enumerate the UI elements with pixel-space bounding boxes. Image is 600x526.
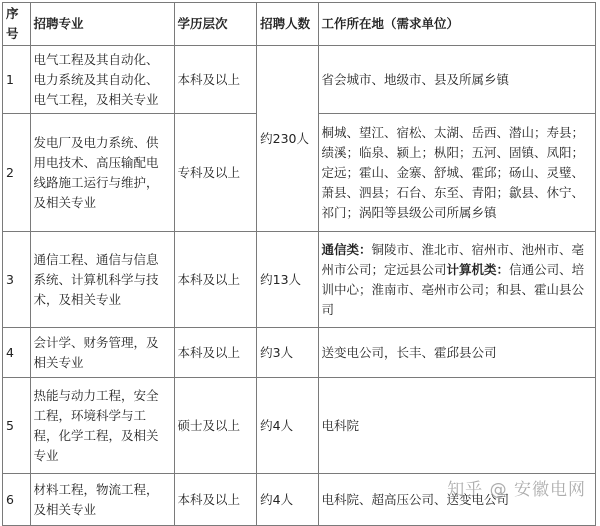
row-location: 省会城市、地级市、县及所属乡镇 — [318, 46, 595, 114]
row-index: 5 — [3, 378, 31, 474]
row-education: 本科及以上 — [174, 328, 257, 378]
header-count: 招聘人数 — [257, 3, 318, 46]
header-education: 学历层次 — [174, 3, 257, 46]
watermark: 知乎 @ 安徽电网 — [447, 480, 586, 500]
row-major: 材料工程，物流工程，及相关专业 — [30, 474, 174, 526]
row-major: 通信工程、通信与信息系统、计算机科学与技术，及相关专业 — [30, 232, 174, 328]
row-education: 硕士及以上 — [174, 378, 257, 474]
row-education: 本科及以上 — [174, 474, 257, 526]
table-row — [3, 232, 596, 328]
row-major: 会计学、财务管理，及相关专业 — [30, 328, 174, 378]
row-index: 4 — [3, 328, 31, 378]
table-header-row — [3, 3, 596, 46]
header-index: 序号 — [3, 3, 31, 46]
row-education: 本科及以上 — [174, 232, 257, 328]
table-row — [3, 378, 596, 474]
row-count: 约13人 — [257, 232, 318, 328]
row-education: 本科及以上 — [174, 46, 257, 114]
table-row — [3, 46, 596, 114]
row-location — [318, 232, 595, 328]
row-major: 电气工程及其自动化、电力系统及其自动化、电气工程，及相关专业 — [30, 46, 174, 114]
row-count-merged: 约230人 — [257, 46, 318, 232]
table-row — [3, 328, 596, 378]
header-major: 招聘专业 — [30, 3, 174, 46]
row-major: 热能与动力工程，安全工程，环境科学与工程，化学工程，及相关专业 — [30, 378, 174, 474]
row-count: 约4人 — [257, 474, 318, 526]
location-computer-units: 信通公司、培训中心；淮南市、亳州市公司；和县、霍山县公司 — [321, 261, 585, 317]
row-location: 送变电公司，长丰、霍邱县公司 — [318, 328, 595, 378]
row-location: 电科院 — [318, 378, 595, 474]
row-index: 3 — [3, 232, 31, 328]
row-count: 约3人 — [257, 328, 318, 378]
header-location: 工作所在地（需求单位） — [318, 3, 595, 46]
row-location: 电科院、超高压公司、送变电公司 — [318, 474, 595, 526]
location-communication-units: 铜陵市、淮北市、宿州市、池州市、亳州市公司；定远县公司 — [321, 241, 585, 277]
location-label-computer: 计算机类： — [446, 261, 510, 277]
row-education: 专科及以上 — [174, 114, 257, 232]
row-index: 6 — [3, 474, 31, 526]
row-index: 1 — [3, 46, 31, 114]
row-major: 发电厂及电力系统、供用电技术、高压输配电线路施工运行与维护，及相关专业 — [30, 114, 174, 232]
row-location: 桐城、望江、宿松、太湖、岳西、潜山；寿县；绩溪；临泉、颍上；枞阳；五河、固镇、凤阳；定远；霍山、金寨、舒城、霍邱；砀山、灵璧、萧县、泗县；石台、东至、青阳；歙县、休宁、祁门；涡阳等县级公司所属乡镇 — [318, 114, 595, 232]
recruitment-table — [2, 2, 596, 526]
row-index: 2 — [3, 114, 31, 232]
row-count: 约4人 — [257, 378, 318, 474]
location-label-communication: 通信类： — [321, 241, 372, 257]
